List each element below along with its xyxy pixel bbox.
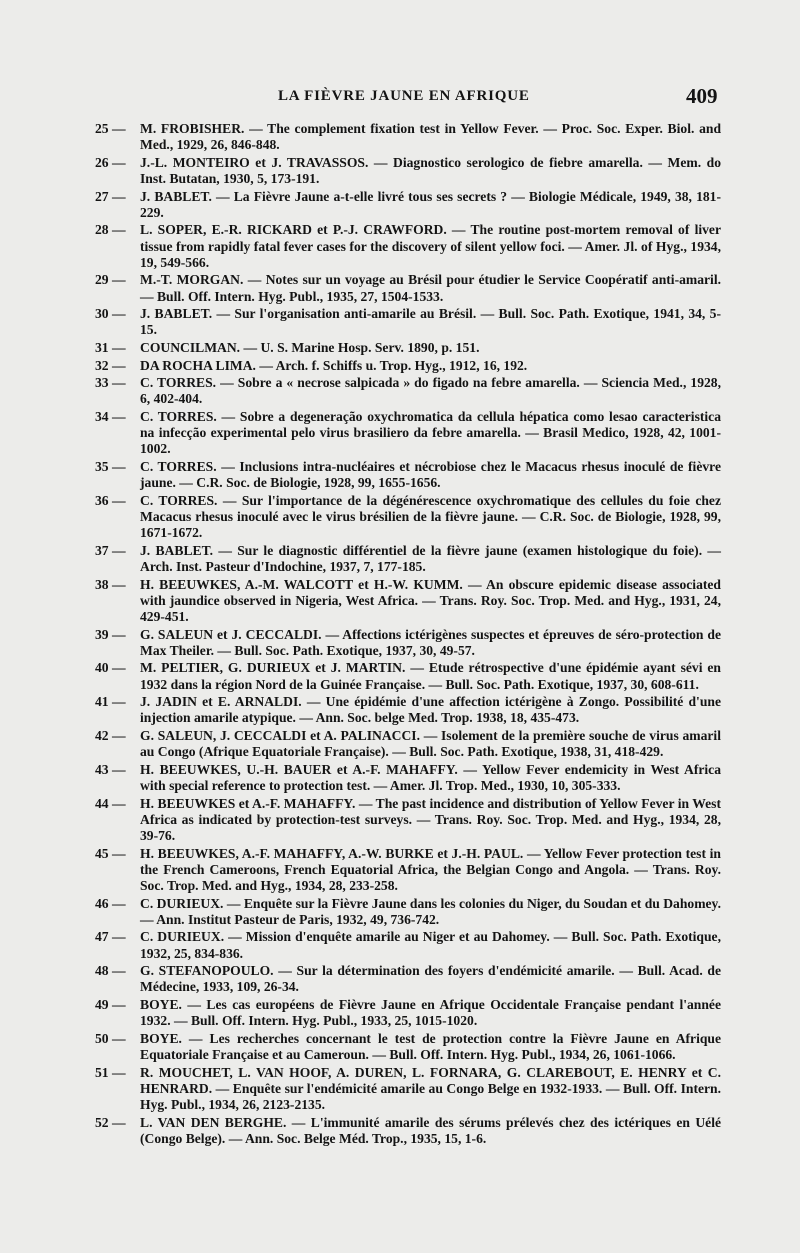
reference-number: 27 — <box>95 188 126 204</box>
reference-number: 39 — <box>95 626 126 642</box>
reference-text: L. SOPER, E.-R. RICKARD et P.-J. CRAWFORD. — The routine post-mortem removal of liver tissue from rapidly fatal fever cases for the discovery of silent yellow foci. — Amer. Jl. of Hyg., 1934, 19, 549-566. <box>140 222 721 270</box>
reference-number: 40 — <box>95 660 126 676</box>
reference-text: C. DURIEUX. — Enquête sur la Fièvre Jaune dans les colonies du Niger, du Soudan et du Dahomey. — Ann. Institut Pasteur de Paris, 1932, 49, 736-742. <box>140 895 721 927</box>
reference-text: C. TORRES. — Inclusions intra-nucléaires et nécrobiose chez le Macacus rhesus inoculé de fièvre jaune. — C.R. Soc. de Biologie, 1928, 99, 1655-1656. <box>140 458 721 491</box>
reference-number: 50 — <box>95 1030 126 1046</box>
reference-number: 46 — <box>95 895 126 911</box>
reference-number: 49 — <box>95 996 126 1012</box>
reference-text: BOYE. — Les cas européens de Fièvre Jaune en Afrique Occidentale Française pendant l'année 1932. — Bull. Off. Intern. Hyg. Publ., 1933, 25, 1015-1020. <box>140 996 721 1029</box>
reference-text: COUNCILMAN. — U. S. Marine Hosp. Serv. 1890, p. 151. <box>140 339 480 355</box>
reference-text: M.-T. MORGAN. — Notes sur un voyage au Brésil pour étudier le Service Coopératif anti-amaril. — Bull. Off. Intern. Hyg. Publ., 1935, 27, 1504-1533. <box>140 272 721 304</box>
reference-text: M. FROBISHER. — The complement fixation test in Yellow Fever. — Proc. Soc. Exper. Biol. and Med., 1929, 26, 846-848. <box>140 121 721 153</box>
reference-number: 43 — <box>95 761 126 777</box>
reference-text: C. TORRES. — Sobre a « necrose salpicada » do figado na febre amarella. — Sciencia Med., 1928, 6, 402-404. <box>140 375 721 407</box>
reference-number: 37 — <box>95 542 126 558</box>
reference-number: 30 — <box>95 306 126 322</box>
reference-item <box>0 358 800 374</box>
reference-text: G. SALEUN, J. CECCALDI et A. PALINACCI. — Isolement de la première souche de virus amaril au Congo (Afrique Equatoriale Française). — Bull. Soc. Path. Exotique, 1938, 31, 418-429. <box>140 727 721 760</box>
running-title: LA FIÈVRE JAUNE EN AFRIQUE <box>278 88 530 104</box>
reference-item <box>0 694 800 726</box>
reference-item <box>0 762 800 794</box>
reference-item <box>0 155 800 187</box>
reference-item <box>0 660 800 692</box>
reference-item <box>0 340 800 356</box>
reference-number: 34 — <box>95 408 126 424</box>
reference-list <box>0 121 800 1148</box>
reference-text: J. BABLET. — Sur le diagnostic différentiel de la fièvre jaune (examen histologique du foie). — Arch. Inst. Pasteur d'Indochine, 1937, 7, 177-185. <box>140 542 721 574</box>
reference-text: L. VAN DEN BERGHE. — L'immunité amarile des sérums prélevés chez des ictériques en Uélé (Congo Belge). — Ann. Soc. Belge Méd. Trop., 1935, 15, 1-6. <box>140 1114 721 1146</box>
reference-text: G. SALEUN et J. CECCALDI. — Affections ictérigènes suspectes et épreuves de séro-protection de Max Theiler. — Bull. Soc. Path. Exotique, 1937, 30, 49-57. <box>140 626 721 658</box>
reference-number: 33 — <box>95 375 126 391</box>
reference-item <box>0 272 800 304</box>
reference-number: 38 — <box>95 576 126 592</box>
reference-text: C. TORRES. — Sobre a degeneração oxychromatica da cellula hépatica como lesao caracteristica na infecção experimental pelo virus brasiliero da febre amarella. — Brasil Medico, 1928, 42, 1001-1002. <box>140 408 721 457</box>
reference-number: 25 — <box>95 121 126 136</box>
reference-item <box>0 1031 800 1063</box>
reference-item <box>0 222 800 271</box>
reference-item <box>0 796 800 845</box>
reference-item <box>0 189 800 221</box>
reference-number: 32 — <box>95 357 126 373</box>
reference-number: 48 — <box>95 963 126 979</box>
reference-text: H. BEEUWKES, A.-M. WALCOTT et H.-W. KUMM. — An obscure epidemic disease associated with jaundice observed in Nigeria, West Africa. — Trans. Roy. Soc. Trop. Med. and Hyg., 1931, 24, 429-451. <box>140 576 721 624</box>
reference-number: 35 — <box>95 458 126 474</box>
reference-text: J. JADIN et E. ARNALDI. — Une épidémie d'une affection ictérigène à Zongo. Possibilité d'une injection amarile atypique. — Ann. Soc. belge Med. Trop. 1938, 18, 435-473. <box>140 694 721 726</box>
reference-item <box>0 846 800 895</box>
reference-item <box>0 728 800 760</box>
reference-number: 31 — <box>95 339 126 355</box>
reference-item <box>0 997 800 1029</box>
reference-text: H. BEEUWKES et A.-F. MAHAFFY. — The past incidence and distribution of Yellow Fever in West Africa as indicated by protection-test surveys. — Trans. Roy. Soc. Trop. Med. and Hyg., 1934, 28, 39-76. <box>140 795 721 843</box>
reference-number: 26 — <box>95 154 126 170</box>
reference-number: 41 — <box>95 694 126 710</box>
reference-item <box>0 627 800 659</box>
reference-number: 42 — <box>95 727 126 743</box>
reference-item <box>0 1115 800 1147</box>
reference-text: H. BEEUWKES, U.-H. BAUER et A.-F. MAHAFFY. — Yellow Fever endemicity in West Africa with special reference to protection test. — Amer. Jl. Trop. Med., 1930, 10, 305-333. <box>140 761 721 793</box>
reference-text: H. BEEUWKES, A.-F. MAHAFFY, A.-W. BURKE et J.-H. PAUL. — Yellow Fever protection test in the French Cameroons, French Equatorial Africa, the Belgian Congo and Angola. — Trans. Roy. Soc. Trop. Med. and Hyg., 1934, 28, 233-258. <box>140 845 721 893</box>
reference-item <box>0 409 800 458</box>
reference-number: 44 — <box>95 795 126 811</box>
reference-text: J.-L. MONTEIRO et J. TRAVASSOS. — Diagnostico serologico de fiebre amarella. — Mem. do Inst. Butatan, 1930, 5, 173-191. <box>140 154 721 186</box>
reference-item <box>0 577 800 626</box>
reference-item <box>0 459 800 491</box>
reference-item <box>0 543 800 575</box>
reference-text: M. PELTIER, G. DURIEUX et J. MARTIN. — Etude rétrospective d'une épidémie ayant sévi en 1932 dans la région Nord de la Guinée Française. — Bull. Soc. Path. Exotique, 1937, 30, 608-611. <box>140 660 721 692</box>
page-number: 409 <box>686 84 718 108</box>
page-header <box>0 84 800 114</box>
reference-text: R. MOUCHET, L. VAN HOOF, A. DUREN, L. FORNARA, G. CLAREBOUT, E. HENRY et C. HENRARD. — Enquête sur l'endémicité amarile au Congo Belge en 1932-1933. — Bull. Off. Intern. Hyg. Publ., 1934, 26, 2123-2135. <box>140 1064 721 1112</box>
reference-text: C. DURIEUX. — Mission d'enquête amarile au Niger et au Dahomey. — Bull. Soc. Path. Exotique, 1932, 25, 834-836. <box>140 929 721 961</box>
reference-number: 47 — <box>95 929 126 945</box>
reference-number: 28 — <box>95 222 126 238</box>
reference-item <box>0 963 800 995</box>
reference-item <box>0 896 800 928</box>
reference-item <box>0 121 800 153</box>
reference-text: C. TORRES. — Sur l'importance de la dégénérescence oxychromatique des cellules du foie chez Macacus rhesus inoculé avec le virus brésilien de la fièvre jaune. — C.R. Soc. de Biologie, 1928, 99, 1671-1672. <box>140 492 721 541</box>
reference-text: G. STEFANOPOULO. — Sur la détermination des foyers d'endémicité amarile. — Bull. Acad. de Médecine, 1933, 109, 26-34. <box>140 963 721 995</box>
reference-number: 52 — <box>95 1114 126 1130</box>
reference-number: 45 — <box>95 845 126 861</box>
reference-text: J. BABLET. — Sur l'organisation anti-amarile au Brésil. — Bull. Soc. Path. Exotique, 1941, 34, 5-15. <box>140 306 721 338</box>
reference-text: BOYE. — Les recherches concernant le test de protection contre la Fièvre Jaune en Afrique Equatoriale Française et au Cameroun. — Bull. Off. Intern. Hyg. Publ., 1934, 26, 1061-1066. <box>140 1030 721 1062</box>
reference-number: 36 — <box>95 492 126 508</box>
reference-item <box>0 1065 800 1114</box>
reference-item <box>0 929 800 961</box>
reference-text: DA ROCHA LIMA. — Arch. f. Schiffs u. Trop. Hyg., 1912, 16, 192. <box>140 357 528 373</box>
reference-number: 29 — <box>95 272 126 288</box>
reference-number: 51 — <box>95 1064 126 1080</box>
reference-item <box>0 493 800 542</box>
reference-text: J. BABLET. — La Fièvre Jaune a-t-elle livré tous ses secrets ? — Biologie Médicale, 1949, 38, 181-229. <box>140 188 721 220</box>
reference-item <box>0 306 800 338</box>
reference-item <box>0 375 800 407</box>
